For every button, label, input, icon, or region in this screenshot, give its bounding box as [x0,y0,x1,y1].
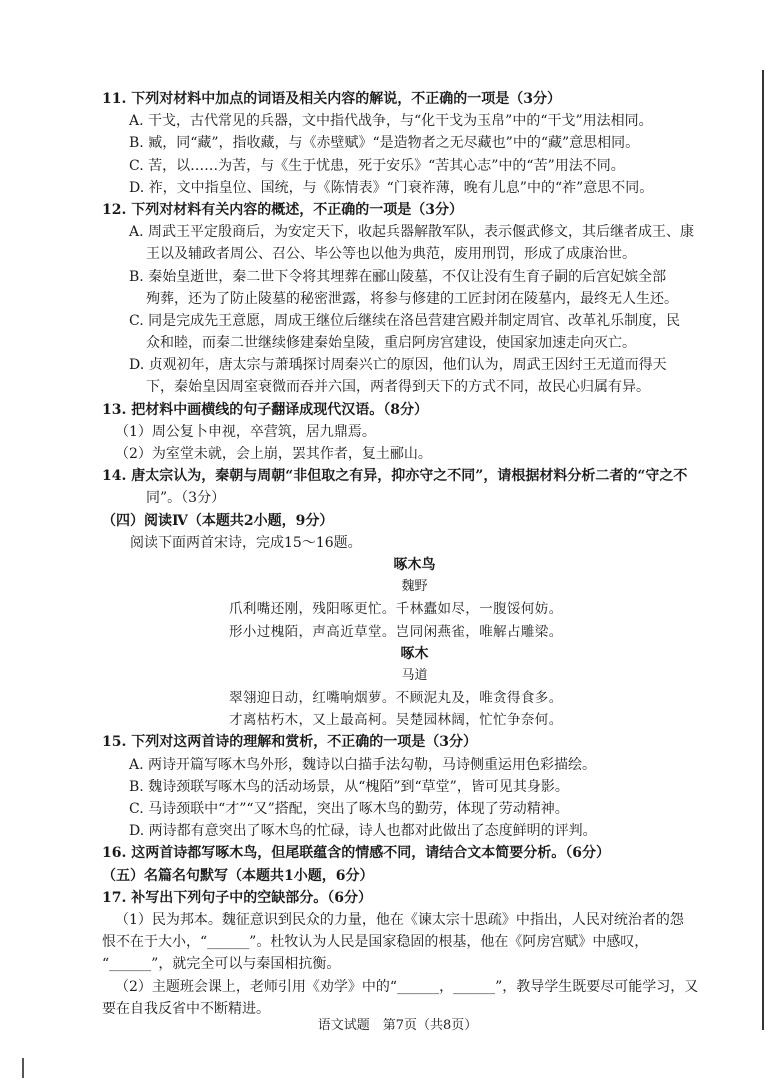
text-line: 下，秦始皇因周室衰微而吞并六国，两者得到天下的方式不同，故民心归属有异。 [146,379,650,396]
text-line: 众和睦，而秦二世继续修建秦始皇陵，重启阿房宫建设，使国家加速走向灭亡。 [146,335,636,352]
text-line: “______”，就完全可以与秦国相抗衡。 [102,956,341,973]
text-line: 殉葬，还为了防止陵墓的秘密泄露，将参与修建的工匠封闭在陵墓内，最终无人生还。 [146,290,678,307]
text-line: 同”。（3分） [146,490,226,507]
text-line: 爪利嘴还刚，残阳啄更忙。千林蠹如尽，一腹馁何妨。 [229,601,563,618]
exam-content [102,88,707,1020]
text-line: B. 魏诗颈联写啄木鸟的活动场景，从“槐陌”到“草堂”，皆可见其身影。 [129,778,569,795]
text-line: 恨不在于大小，“______”。杜牧认为人民是国家稳固的根基，他在《阿房宫赋》中感叹， [102,934,649,951]
text-line: C. 马诗颈联中“才”“又”搭配，突出了啄木鸟的勤劳，体现了劳动精神。 [129,801,569,817]
scan-edge-mark [22,1058,24,1078]
text-line: （四）阅读Ⅳ（本题共2小题，9分） [102,512,334,529]
text-line: 啄木鸟 [393,556,436,573]
text-line: 王以及辅政者周公、召公、毕公等也以他为典范，废用刑罚，形成了成康治世。 [146,246,636,263]
text-line: 14. 唐太宗认为，秦朝与周朝“非但取之有异，抑亦守之不同”，请根据材料分析二者的“守之不 [102,468,688,485]
text-line: （2）主题班会课上，老师引用《劝学》中的“______，______”，教导学生既要尽可能学习，又 [115,978,699,995]
text-line: A. 周武王平定殷商后，为安定天下，收起兵器解散军队，表示偃武修文，其后继者成王、康 [129,224,695,241]
text-line: 要在自我反省中不断精进。 [102,1000,270,1017]
binding-rule [762,70,764,1030]
text-line: （1）周公复卜申视，卒营筑，居九鼎焉。 [115,423,376,440]
text-line: 15. 下列对这两首诗的理解和赏析，不正确的一项是（3分） [102,734,477,751]
text-line: A. 干戈，古代常见的兵器，文中指代战争，与“化干戈为玉帛”中的“干戈”用法相同。 [129,113,653,130]
text-line: D. 两诗都有意突出了啄木鸟的忙碌，诗人也都对此做出了态度鲜明的评判。 [129,823,597,840]
text-line: 13. 把材料中画横线的句子翻译成现代汉语。（8分） [102,401,428,418]
text-line: 12. 下列对材料有关内容的概述，不正确的一项是（3分） [102,201,463,218]
text-line: 16. 这两首诗都写啄木鸟，但尾联蕴含的情感不同，请结合文本简要分析。（6分） [102,845,610,862]
text-line: 形小过槐陌，声高近草堂。岂同闲燕雀，唯解占雕梁。 [229,623,563,640]
text-line: 11. 下列对材料中加点的词语及相关内容的解说，不正确的一项是（3分） [102,91,561,107]
text-line: C. 苦，以……为苦，与《生于忧患，死于安乐》“苦其心志”中的“苦”用法不同。 [129,157,625,174]
text-line: （五）名篇名句默写（本题共1小题，6分） [102,867,374,884]
text-line: 魏野 [401,579,428,595]
text-line: D. 祚，文中指皇位、国统，与《陈情表》“门衰祚薄，晚有儿息”中的“祚”意思不同。 [129,179,654,196]
text-line: （2）为室堂未就，会上崩，罢其作者，复土郦山。 [115,446,432,462]
text-line: B. 臧，同“藏”，指收藏，与《赤壁赋》“是造物者之无尽藏也”中的“藏”意思相同。 [129,135,640,152]
text-line: 17. 补写出下列句子中的空缺部分。（6分） [102,889,372,906]
text-line: C. 同是完成先王意愿，周成王继位后继续在洛邑营建宫殿并制定周官、改革礼乐制度，民 [129,312,681,329]
text-line: A. 两诗开篇写啄木鸟外形，魏诗以白描手法勾勒，马诗侧重运用色彩描绘。 [129,756,597,773]
page-footer: 语文试题 第7页（共8页） [317,1018,478,1033]
text-line: 阅读下面两首宋诗，完成15～16题。 [130,534,362,551]
text-line: 啄木 [400,645,429,662]
text-line: 马道 [401,667,428,683]
text-line: B. 秦始皇逝世，秦二世下令将其埋葬在郦山陵墓，不仅让没有生育子嗣的后宫妃嫔全部 [129,268,667,285]
text-line: D. 贞观初年，唐太宗与萧瑀探讨周秦兴亡的原因，他们认为，周武王因纣王无道而得天 [129,357,667,374]
text-line: 才离枯朽木，又上最高柯。吴楚园林阔，忙忙争奈何。 [229,712,563,729]
text-line: （1）民为邦本。魏征意识到民众的力量，他在《谏太宗十思疏》中指出，人民对统治者的怨 [115,911,684,928]
text-line: 翠翎迎日动，红嘴响烟萝。不顾泥丸及，唯贪得食多。 [229,690,563,707]
